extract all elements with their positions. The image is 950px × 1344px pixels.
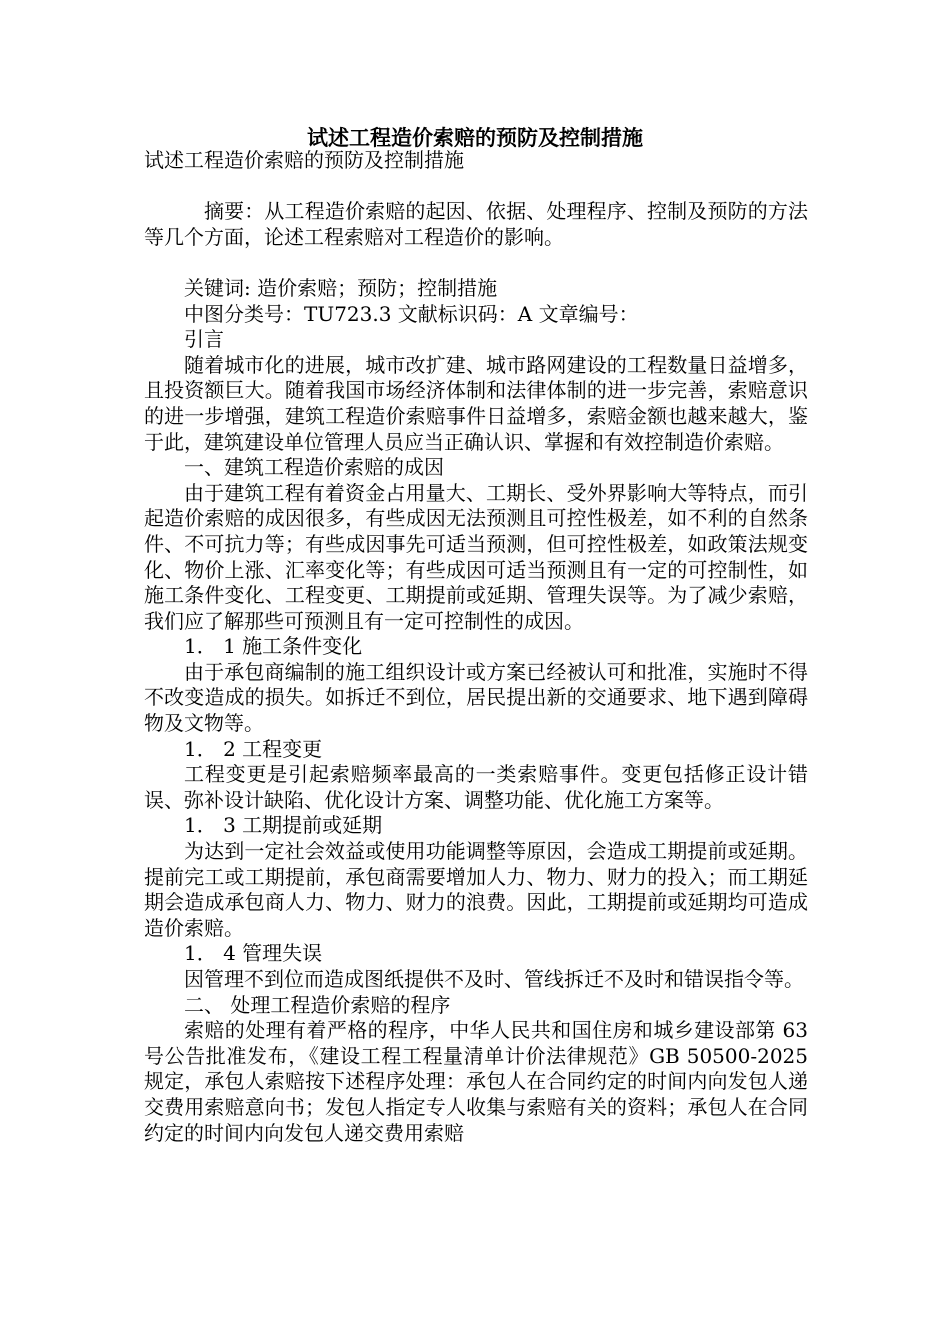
intro-paragraph: 随着城市化的进展，城市改扩建、城市路网建设的工程数量日益增多，且投资额巨大。随着我国市场经济体制和法律体制的进一步完善，索赔意识的进一步增强，建筑工程造价索赔事件日益增多，索赔金额也越来越大，鉴于此，建筑建设单位管理人员应当正确认识、掌握和有效控制造价索赔。 bbox=[144, 352, 808, 454]
document-subtitle: 试述工程造价索赔的预防及控制措施 bbox=[144, 148, 464, 172]
blank-line bbox=[144, 250, 808, 276]
abstract-paragraph: 摘要：从工程造价索赔的起因、依据、处理程序、控制及预防的方法等几个方面，论述工程索赔对工程造价的影响。 bbox=[144, 199, 808, 249]
subsection-1-2-heading: 1． 2 工程变更 bbox=[184, 736, 323, 761]
subsection-1-4-paragraph: 因管理不到位而造成图纸提供不及时、管线拆迁不及时和错误指令等。 bbox=[184, 967, 804, 991]
subsection-1-2-paragraph: 工程变更是引起索赔频率最高的一类索赔事件。变更包括修正设计错误、弥补设计缺陷、优化设计方案、调整功能、优化施工方案等。 bbox=[144, 762, 808, 812]
document-title: 试述工程造价索赔的预防及控制措施 bbox=[307, 125, 643, 150]
section-1-paragraph: 由于建筑工程有着资金占用量大、工期长、受外界影响大等特点，而引起造价索赔的成因很多，有些成因无法预测且可控性极差，如不利的自然条件、不可抗力等；有些成因事先可适当预测，但可控性极差，如政策法规变化、物价上涨、汇率变化等；有些成因可适当预测且有一定的可控制性，如施工条件变化、工程变更、工期提前或延期、管理失误等。为了减少索赔，我们应了解那些可预测且有一定可控制性的成因。 bbox=[144, 480, 808, 633]
blank-line bbox=[144, 174, 808, 200]
subsection-1-3-paragraph: 为达到一定社会效益或使用功能调整等原因，会造成工期提前或延期。提前完工或工期提前，承包商需要增加人力、物力、财力的投入；而工期延期会造成承包商人力、物力、财力的浪费。因此，工期提前或延期均可造成造价索赔。 bbox=[144, 839, 808, 940]
section-2-paragraph: 索赔的处理有着严格的程序，中华人民共和国住房和城乡建设部第 63 号公告批准发布，《建设工程工程量清单计价法律规范》GB 50500-2025 规定，承包人索赔按下述程序处理：承包人在合同约定的时间内向发包人递交费用索赔意向书；发包人指定专人收集与索赔有关的资料；承包人在合同约定的时间内向发包人递交费用索赔 bbox=[144, 1018, 808, 1145]
document-body bbox=[144, 148, 808, 1146]
classification-line: 中图分类号：TU723.3 文献标识码：A 文章编号： bbox=[184, 301, 639, 326]
section-1-heading: 一、建筑工程造价索赔的成因 bbox=[184, 455, 444, 480]
keywords-line: 关键词: 造价索赔；预防；控制措施 bbox=[184, 275, 498, 300]
subsection-1-4-heading: 1． 4 管理失误 bbox=[184, 941, 323, 966]
subsection-1-1-heading: 1． 1 施工条件变化 bbox=[184, 634, 363, 659]
subsection-1-1-paragraph: 由于承包商编制的施工组织设计或方案已经被认可和批准，实施时不得不改变造成的损失。如拆迁不到位，居民提出新的交通要求、地下遇到障碍物及文物等。 bbox=[144, 659, 808, 736]
section-2-heading: 二、 处理工程造价索赔的程序 bbox=[184, 992, 451, 1017]
subsection-1-3-heading: 1． 3 工期提前或延期 bbox=[184, 813, 383, 838]
intro-heading: 引言 bbox=[184, 327, 224, 352]
